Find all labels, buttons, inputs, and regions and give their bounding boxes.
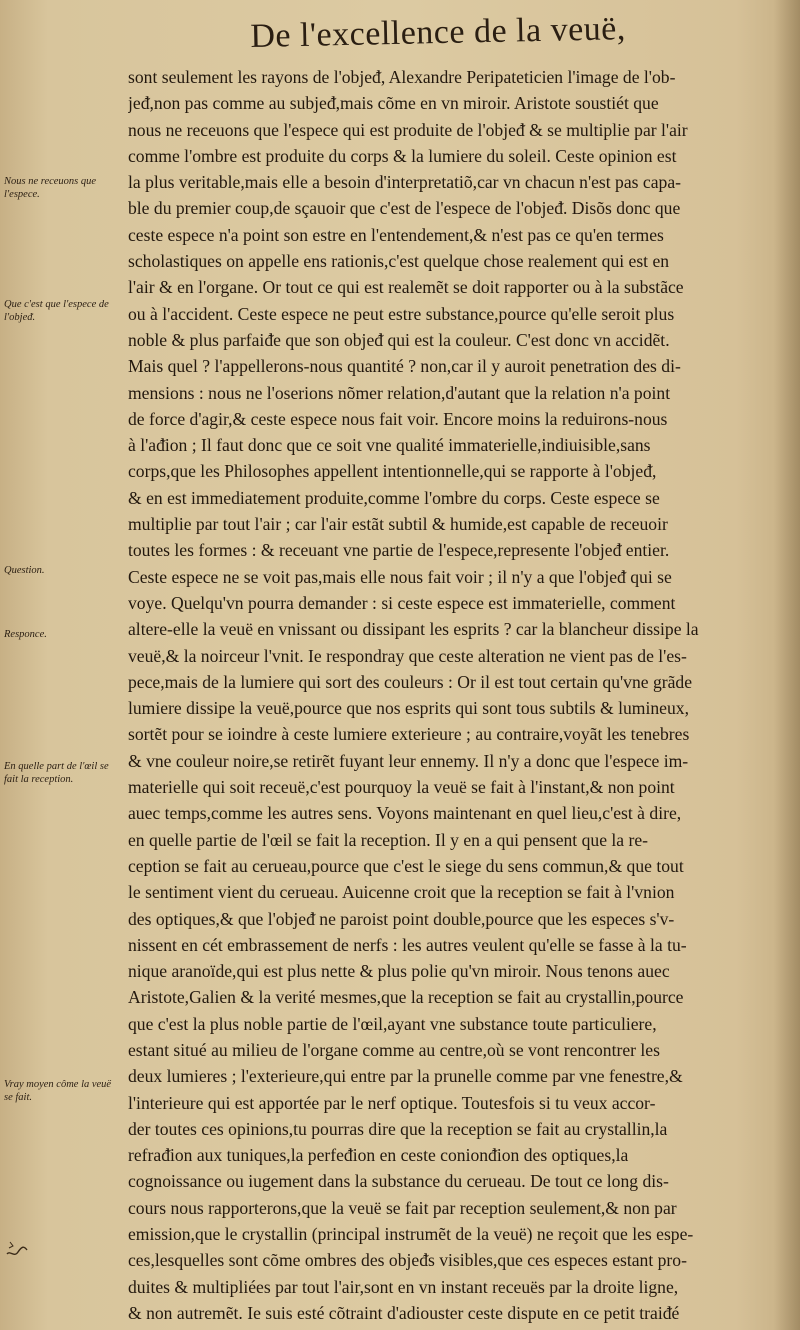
text-line: & en est immediatement produite,comme l'ombre du corps. Ceste espece se: [128, 487, 660, 508]
text-line: duites & multipliées par tout l'air,sont en vn instant receuës par la droite ligne,: [128, 1276, 679, 1297]
text-line: veuë,& la noirceur l'vnit. Ie respondray que ceste alteration ne vient pas de l'es-: [128, 645, 687, 666]
margin-notes: [0, 0, 120, 1330]
text-line: ces,lesquelles sont cõme ombres des objeᵭs visibles,que ces especes estant pro-: [128, 1250, 687, 1271]
text-line: sont seulement les rayons de l'objeᵭ, Alexandre Peripateticien l'image de l'ob-: [128, 67, 676, 87]
text-line: nique aranoïde,qui est plus nette & plus polie qu'vn miroir. Nous tenons auec: [128, 961, 670, 982]
running-head: De l'excellence de la veuë,: [250, 10, 627, 55]
text-line: jeᵭ,non pas comme au subjeᵭ,mais cõme en vn miroir. Aristote soustiét que: [128, 93, 659, 114]
text-line: nous ne receuons que l'espece qui est produite de l'objeᵭ & se multiplie par l'air: [128, 119, 688, 140]
text-line: scholastiques on appelle ens rationis,c'est quelque chose realement qui est en: [128, 251, 670, 272]
text-line: noble & plus parfaiᵭe que son objeᵭ qui est la couleur. C'est donc vn accidẽt.: [128, 329, 670, 350]
text-line: estant situé au milieu de l'organe comme au centre,où se vont rencontrer les: [128, 1039, 660, 1060]
body-text: [128, 64, 768, 1326]
margin-note-vray-moyen: Vray moyen côme la veuë se fait.: [4, 1079, 112, 1103]
text-line: & non autremẽt. Ie suis esté cõtraint d'adiouster ceste dispute en ce petit traiᵭé: [128, 1302, 680, 1323]
text-line: toutes les formes : & receuant vne partie de l'espece,represente l'objeᵭ entier.: [128, 540, 670, 561]
text-line: voye. Quelqu'vn pourra demander : si ceste espece est immaterielle, comment: [128, 592, 676, 613]
text-line: auec temps,comme les autres sens. Voyons maintenant en quel lieu,c'est à dire,: [128, 803, 682, 824]
margin-note-question: Question.: [4, 565, 45, 576]
text-line: sortẽt pour se ioindre à ceste lumiere exterieure ; au contraire,voyãt les tenebres: [128, 724, 690, 745]
text-line: à l'aᵭion ; Il faut donc que ce soit vne qualité immaterielle,indiuisible,sans: [128, 435, 651, 456]
text-line: la plus veritable,mais elle a besoin d'interpretatiõ,car vn chacun n'est pas capa-: [128, 172, 681, 193]
text-line: de force d'agir,& ceste espece nous fait voir. Encore moins la reduirons-nous: [128, 408, 668, 429]
text-line: nissent en cét embrassement de nerfs : les autres veulent qu'elle se fasse à la tu-: [128, 934, 687, 955]
text-line: en quelle partie de l'œil se fait la reception. Il y en a qui pensent que la re-: [128, 829, 649, 850]
text-line: deux lumieres ; l'exterieure,qui entre par la prunelle comme par vne fenestre,&: [128, 1066, 683, 1087]
text-line: refraᵭion aux tuniques,la perfeᵭion en ceste conionᵭion des optiques,la: [128, 1145, 629, 1166]
text-line: Aristote,Galien & la verité mesmes,que la reception se fait au crystallin,pource: [128, 987, 684, 1008]
text-line: altere-elle la veuë en vnissant ou dissipant les esprits ? car la blancheur dissipe la: [128, 619, 699, 640]
text-line: multiplie par tout l'air ; car l'air estãt subtil & humide,est capable de receuoir: [128, 514, 668, 535]
text-line: cours nous rapporterons,que la veuë se fait par reception seulement,& non par: [128, 1197, 677, 1218]
margin-note-que-c-est: Que c'est que l'espece de l'objeᵭ.: [4, 299, 109, 323]
text-line: des optiques,& que l'objeᵭ ne paroist point double,pource que les especes s'v-: [128, 908, 675, 929]
text-line: ceste espece n'a point son estre en l'entendement,& n'est pas ce qu'en termes: [128, 224, 664, 245]
text-line: & vne couleur noire,se retirẽt fuyant leur ennemy. Il n'y a donc que l'espece im-: [128, 750, 689, 771]
text-line: der toutes ces opinions,tu pourras dire que la reception se fait au crystallin,la: [128, 1118, 668, 1139]
margin-note-nous-ne-receuons: Nous ne receuons que l'espece.: [4, 176, 97, 200]
text-line: Mais quel ? l'appellerons-nous quantité ? non,car il y auroit penetration des di-: [128, 356, 681, 377]
text-line: ou à l'accident. Ceste espece ne peut estre substance,pource qu'elle seroit plus: [128, 303, 675, 324]
text-line: l'interieure qui est apportée par le nerf optique. Toutesfois si tu veux accor-: [128, 1092, 656, 1113]
text-line: l'air & en l'organe. Or tout ce qui est realemẽt se doit rapporter ou à la substãce: [128, 277, 684, 298]
margin-note-response: Responce.: [4, 629, 47, 640]
text-line: Ceste espece ne se voit pas,mais elle nous fait voir ; il n'y a que l'objeᵭ qui se: [128, 566, 672, 587]
text-line: lumiere dissipe la veuë,pource que nos esprits qui sont tous subtils & lumineux,: [128, 698, 689, 719]
text-line: mensions : nous ne l'oserions nõmer relation,d'autant que la relation n'a point: [128, 382, 671, 403]
text-line: pece,mais de la lumiere qui sort des couleurs : Or il est tout certain qu'vne grãde: [128, 671, 693, 692]
text-line: cognoissance ou iugement dans la substance du cerueau. De tout ce long dis-: [128, 1171, 669, 1192]
text-line: emission,que le crystallin (principal instrumẽt de la veuë) ne reçoit que les espe-: [128, 1224, 694, 1245]
ink-flourish-icon: [4, 1232, 30, 1262]
text-line: ble du premier coup,de sçauoir que c'est de l'espece de l'objeᵭ. Disõs donc que: [128, 198, 681, 219]
text-line: corps,que les Philosophes appellent intentionnelle,qui se rapporte à l'objeᵭ,: [128, 461, 657, 482]
text-line: comme l'ombre est produite du corps & la lumiere du soleil. Ceste opinion est: [128, 145, 677, 166]
text-line: que c'est la plus noble partie de l'œil,ayant vne substance toute particuliere,: [128, 1013, 657, 1034]
text-line: materielle qui soit receuë,c'est pourquoy la veuë se fait à l'instant,& non point: [128, 777, 675, 798]
text-line: le sentiment vient du cerueau. Auicenne croit que la reception se fait à l'vnion: [128, 882, 675, 903]
margin-note-en-quelle-part: En quelle part de l'œil se fait la reception.: [4, 761, 109, 785]
text-line: ception se fait au cerueau,pource que c'est le siege du sens commun,& que tout: [128, 855, 684, 876]
